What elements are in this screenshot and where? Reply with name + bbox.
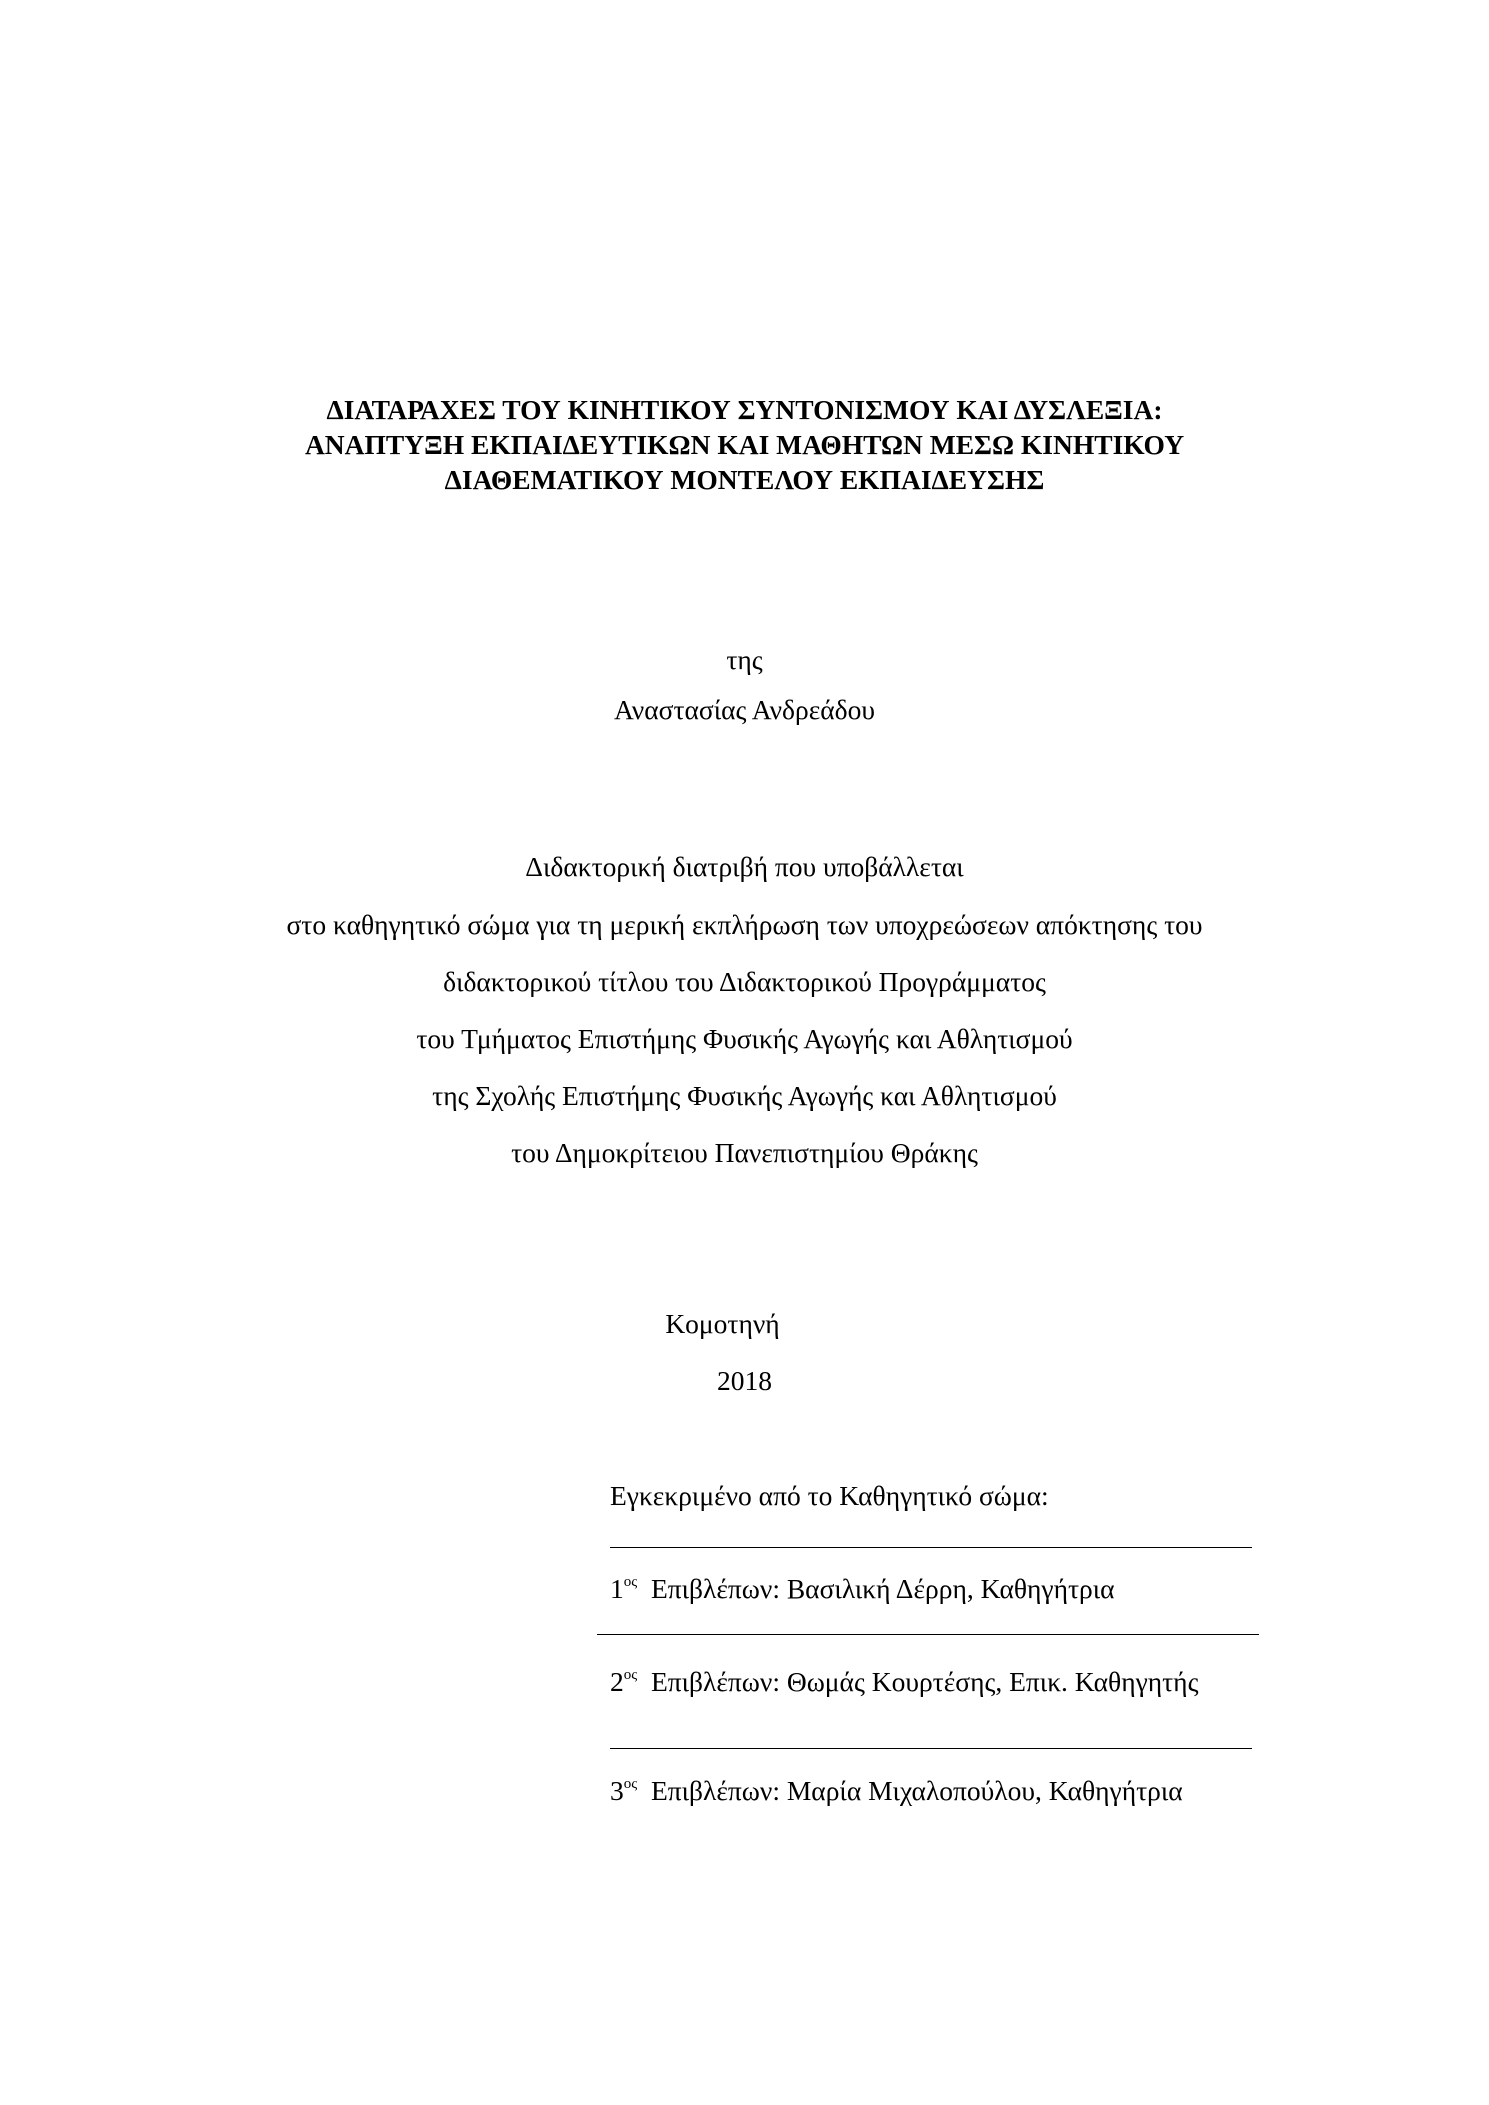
description-line-6: του Δημοκρίτειου Πανεπιστημίου Θράκης xyxy=(511,1137,978,1168)
author-prefix: της xyxy=(726,644,763,675)
supervisor-3 xyxy=(610,1773,1183,1809)
description-line-4: του Τμήματος Επιστήμης Φυσικής Αγωγής και Αθλητισμού xyxy=(416,1023,1073,1054)
supervisor-2 xyxy=(610,1664,1198,1700)
title-line-2: ΑΝΑΠΤΥΞΗ ΕΚΠΑΙΔΕΥΤΙΚΩΝ ΚΑΙ ΜΑΘΗΤΩΝ ΜΕΣΩ ΚΙΝΗΤΙΚΟΥ xyxy=(304,429,1185,460)
signature-line-2 xyxy=(597,1634,1259,1635)
description-line-5: της Σχολής Επιστήμης Φυσικής Αγωγής και Αθλητισμού xyxy=(432,1080,1057,1111)
title-line-1: ΔΙΑΤΑΡΑΧΕΣ ΤΟΥ ΚΙΝΗΤΙΚΟΥ ΣΥΝΤΟΝΙΣΜΟΥ ΚΑΙ ΔΥΣΛΕΞΙΑ: xyxy=(326,394,1163,425)
supervisor-1 xyxy=(610,1571,1115,1607)
supervisor-3-number: 3 xyxy=(610,1775,624,1806)
signature-line-1 xyxy=(610,1547,1252,1548)
description-line-2: στο καθηγητικό σώμα για τη μερική εκπλήρωση των υποχρεώσεων απόκτησης του xyxy=(286,909,1203,940)
year: 2018 xyxy=(717,1365,772,1396)
thesis-title xyxy=(0,392,1489,497)
description-line-1: Διδακτορική διατριβή που υποβάλλεται xyxy=(525,851,964,882)
supervisor-3-suffix: ος xyxy=(623,1776,638,1792)
description-line-3: διδακτορικού τίτλου του Διδακτορικού Προγράμματος xyxy=(443,966,1046,997)
place-text: Κομοτηνή xyxy=(665,1308,780,1339)
signature-line-3 xyxy=(610,1748,1252,1749)
supervisor-2-suffix: ος xyxy=(623,1667,638,1683)
supervisor-1-number: 1 xyxy=(610,1573,624,1604)
supervisor-1-text: Επιβλέπων: Βασιλική Δέρρη, Καθηγήτρια xyxy=(650,1573,1115,1604)
approval-heading: Εγκεκριμένο από το Καθηγητικό σώμα: xyxy=(610,1480,1049,1511)
place xyxy=(0,1306,1489,1342)
supervisor-1-suffix: ος xyxy=(623,1574,638,1590)
supervisor-2-text: Επιβλέπων: Θωμάς Κουρτέσης, Επικ. Καθηγητής xyxy=(650,1666,1199,1697)
author-name: Αναστασίας Ανδρεάδου xyxy=(613,694,876,725)
title-line-3: ΔΙΑΘΕΜΑΤΙΚΟΥ ΜΟΝΤΕΛΟΥ ΕΚΠΑΙΔΕΥΣΗΣ xyxy=(444,464,1045,495)
supervisor-2-number: 2 xyxy=(610,1666,624,1697)
supervisor-3-text: Επιβλέπων: Μαρία Μιχαλοπούλου, Καθηγήτρια xyxy=(650,1775,1183,1806)
